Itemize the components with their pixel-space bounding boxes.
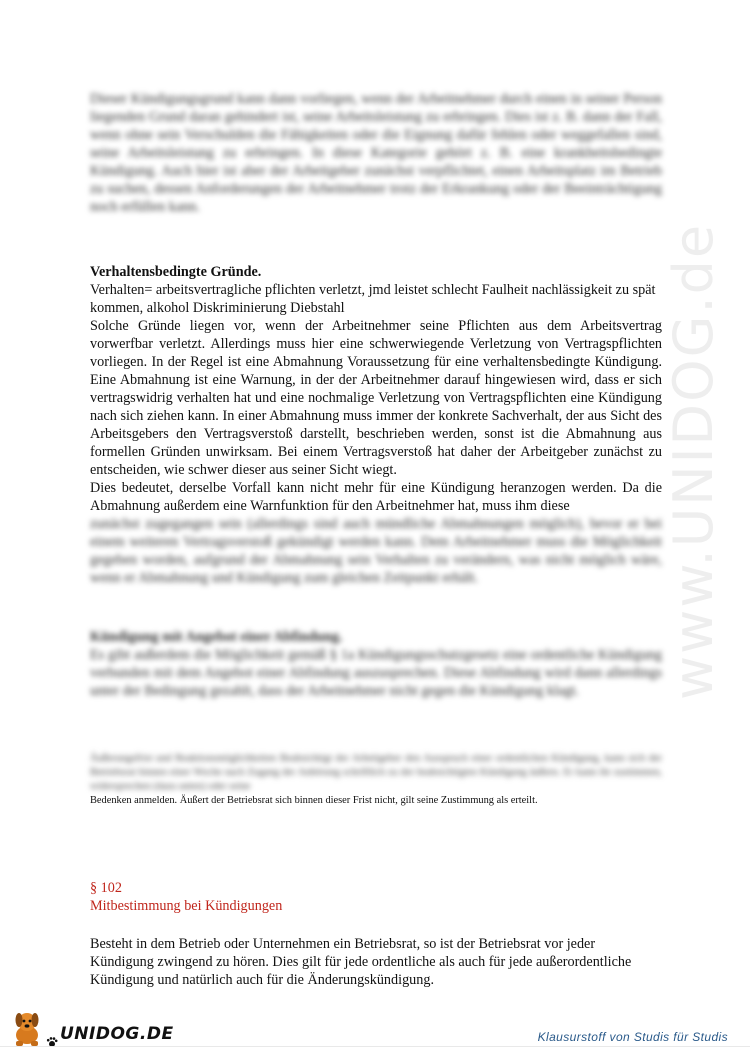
behavior-body-2-blurred: zunächst zugegangen sein (allerdings sind auch mündliche Abmahnungen möglich), bevor er bei einem weiteren Vertragsverstoß gekündigt werden kann. Dem Arbeitnehmer muss die Möglichkeit gegeben worden, aufgrund der Abmahnung sein Verhalten zu verändern, was nicht möglich wäre, wenn er Abmahnung und Kündigung zum gleichen Zeitpunkt erhält.	[90, 516, 662, 586]
behavior-notes: Verhalten= arbeitsvertragliche pflichten verletzt, jmd leistet schlecht Faulheit nachlässigkeit zu spät kommen, alkohol Diskriminierung Diebstahl	[90, 282, 656, 316]
section-severance-blurred	[90, 628, 662, 700]
deadline-blurred: Äußerungsfrist und Reaktionsmöglichkeiten Beabsichtigt der Arbeitgeber den Ausspruch einer ordentlichen Kündigung, kann sich der Betriebsrat binnen einer Woche nach Zugang der Anhörung schriftlich zu der beabsichtigten Kündigung äußern. Er kann ihr zustimmen, widersprechen (dazu unten) oder seine	[90, 753, 662, 792]
intro-paragraph-blurred	[90, 90, 662, 216]
behavior-heading: Verhaltensbedingte Gründe.	[90, 264, 262, 280]
dog-icon	[8, 1008, 46, 1048]
paragraph-number: § 102	[90, 880, 122, 896]
footer-tagline: Klausurstoff von Studis für Studis	[537, 1030, 728, 1044]
severance-body: Es gibt außerdem die Möglichkeit gemäß § 1a Kündigungsschutzgesetz eine ordentliche Kündigung verbunden mit dem Angebot einer Abfindung auszusprechen. Diese Abfindung wird dann allerdings unter der Bedingung gezahlt, dass der Arbeitnehmer nicht gegen die Kündigung klagt.	[90, 647, 662, 699]
section-deadline	[90, 752, 662, 808]
unidog-logo	[8, 1008, 174, 1048]
watermark: www.UNIDOG.de	[662, 222, 725, 700]
paragraph-body: Besteht in dem Betrieb oder Unternehmen ein Betriebsrat, so ist der Betriebsrat vor jeder Kündigung zwingend zu hören. Dies gilt für jede ordentliche als auch für jede außerordentliche Kündigung und natürlich auch für die Änderungskündigung.	[90, 936, 632, 988]
deadline-visible: Bedenken anmelden. Äußert der Betriebsrat sich binnen dieser Frist nicht, gilt seine Zustimmung als erteilt.	[90, 795, 538, 806]
section-102	[90, 879, 662, 989]
paragraph-title: Mitbestimmung bei Kündigungen	[90, 898, 283, 914]
logo-text: UNIDOG.DE	[60, 1024, 174, 1044]
section-behavior	[90, 263, 662, 587]
intro-text: Dieser Kündigungsgrund kann dann vorliegen, wenn der Arbeitnehmer durch einen in seiner Person liegenden Grund daran gehindert ist, seine Arbeitsleistung zu erbringen. Dies ist z. B. dann der Fall, wenn ohne sein Verschulden die Fähigkeiten oder die Eignung dafür fehlen oder weggefallen sind, seine Arbeitsleistung zu erbringen. In diese Kategorie gehört z. B. eine krankheitsbedingte Kündigung. Auch hier ist aber der Arbeitgeber zunächst verpflichtet, einen Arbeitsplatz im Betrieb zu suchen, dessen Anforderungen der Arbeitnehmer trotz der Erkrankung oder der Beeinträchtigung noch erfüllen kann.	[90, 91, 662, 215]
behavior-body-2: Dies bedeutet, derselbe Vorfall kann nicht mehr für eine Kündigung heranzogen werden. Da die Abmahnung außerdem eine Warnfunktion für den Arbeitnehmer hat, muss ihm diese	[90, 480, 662, 514]
severance-heading: Kündigung mit Angebot einer Abfindung.	[90, 629, 343, 645]
behavior-body: Solche Gründe liegen vor, wenn der Arbeitnehmer seine Pflichten aus dem Arbeitsvertrag vorwerfbar verletzt. Allerdings muss hier eine schwerwiegende Verletzung von Vertragspflichten vorliegen. In der Regel ist eine Abmahnung Voraussetzung für eine verhaltensbedingte Kündigung. Eine Abmahnung ist eine Warnung, in der der Arbeitnehmer darauf hingewiesen wird, dass er sich vertragswidrig verhalten hat und eine nochmalige Verletzung von Vertragspflichten eine Kündigung nach sich ziehen kann. In einer Abmahnung muss immer der konkrete Sachverhalt, der aus Sicht des Arbeitsgebers den Vertragsverstoß darstellt, beschrieben werden, sonst ist die Abmahnung aus formellen Gründen unwirksam. Bei einem Vertragsverstoß hat daher der Arbeitgeber zunächst zu entscheiden, wie schwer dieser aus seiner Sicht wiegt.	[90, 318, 662, 478]
footer-divider	[0, 1046, 750, 1047]
